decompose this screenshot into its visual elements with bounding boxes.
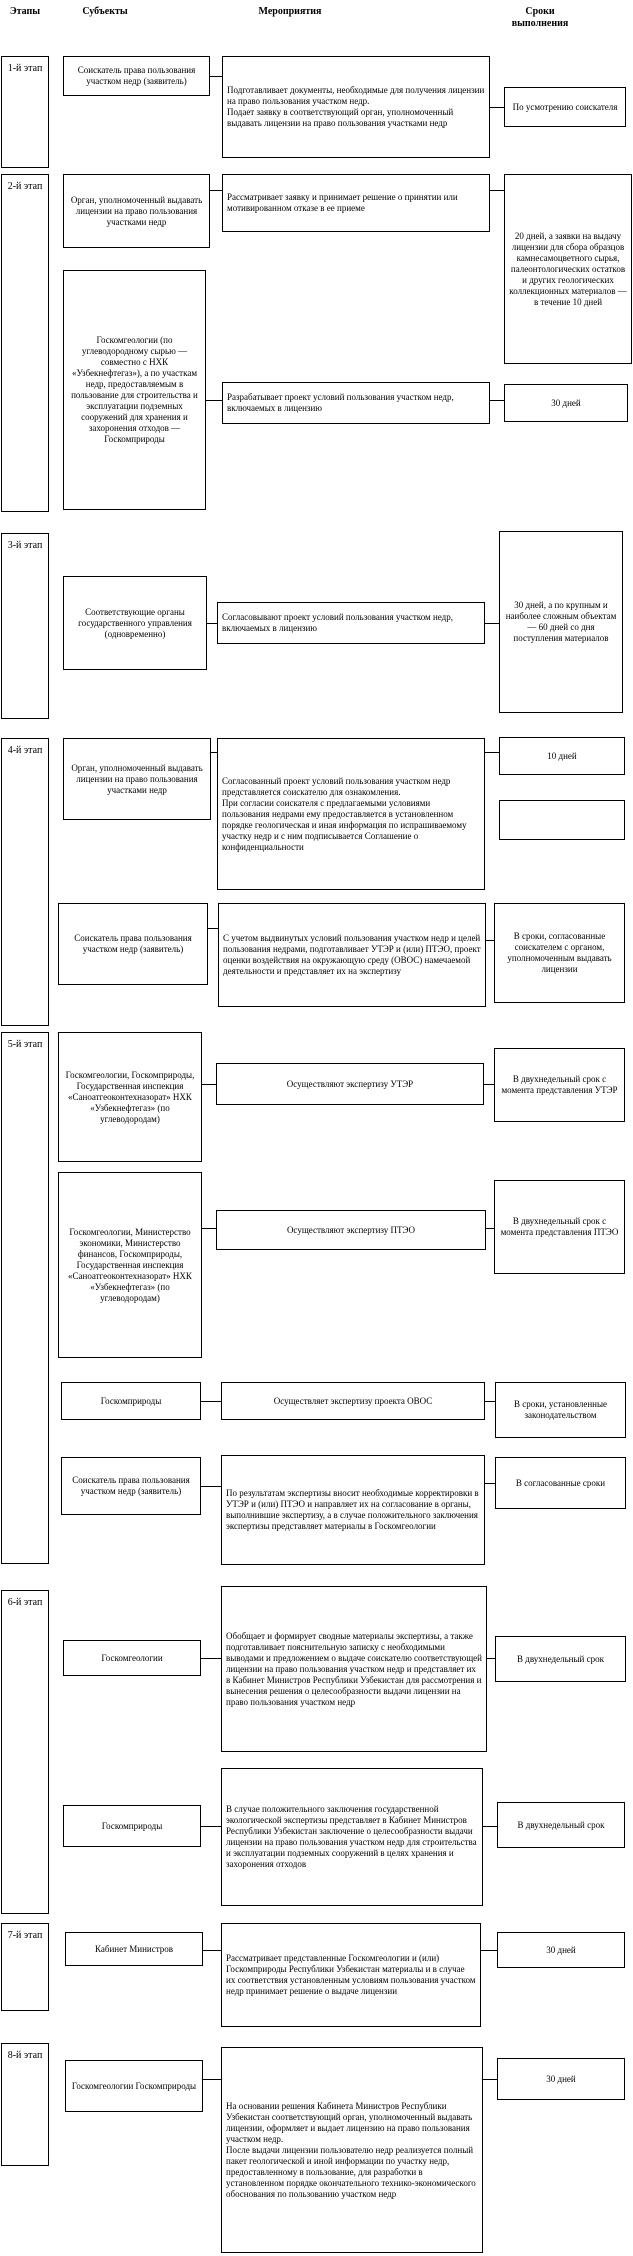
stage-1-activity: Подготавливает документы, необходимые для получения лицензии на право пользования участком недр. Подает заявку в соответствующий орган, уполномоченный выдавать лицензии на право пользования участками недр	[222, 56, 490, 158]
stage-4-activity-1: Согласованный проект условий пользования участком недр представляется соискателю для ознакомления. При согласии соискателя с предлагаемыми условиями пользования недрами ему предоставляется в установленном порядке геологическая и иная информация по испрашиваемому участку недр и с ним подписывается Соглашение о конфиденциальности	[217, 738, 485, 890]
stage-8-activity: На основании решения Кабинета Министров Республики Узбекистан соответствующий орган, уполномоченный выдавать лицензии, оформляет и выдает лицензию на право пользования участком недр. После выдачи лицензии пользователю недр реализуется полный пакет геологической и иной информации по участку недр, предоставленному в пользование, для разработки в установленном порядке окончательного технико-экономического обоснования по пользованию участком недр	[221, 2047, 483, 2253]
connector	[201, 1658, 221, 1659]
stage-3	[1, 533, 49, 719]
connector	[202, 1084, 216, 1085]
header-stages: Этапы	[9, 6, 41, 17]
stage-6-subject-1: Госкомгеологии	[63, 1640, 201, 1676]
stage-2-subject-1: Орган, уполномоченный выдавать лицензии на право пользования участками недр	[63, 174, 210, 248]
stage-3-deadline: 30 дней, а по крупным и наиболее сложным объектам — 60 дней со дня поступления материалов	[499, 531, 623, 713]
stage-5	[1, 1032, 49, 1564]
connector	[485, 1483, 495, 1484]
header-deadlines: Сроки выполнения	[511, 6, 569, 29]
connector	[208, 928, 218, 929]
stage-4-deadline-blank	[499, 800, 625, 840]
stage-6-subject-2: Госкомприроды	[63, 1805, 201, 1847]
stage-1-label: 1-й этап	[7, 63, 43, 74]
stage-5-activity-2: Осуществляют экспертизу ПТЭО	[216, 1210, 486, 1250]
stage-4-subject-1: Орган, уполномоченный выдавать лицензии на право пользования участками недр	[63, 738, 211, 820]
stage-5-subject-3: Госкомприроды	[61, 1382, 201, 1420]
stage-8	[1, 2043, 49, 2166]
stage-6-label: 6-й этап	[7, 1597, 43, 1608]
stage-4-label: 4-й этап	[7, 745, 43, 756]
connector	[486, 940, 494, 941]
connector	[481, 1950, 497, 1951]
stage-4-subject-2: Соискатель права пользования участком недр (заявитель)	[58, 903, 208, 985]
stage-5-deadline-1: В двухнедельный срок с момента представления УТЭР	[494, 1048, 625, 1122]
connector	[486, 1228, 494, 1229]
stage-7-deadline: 30 дней	[497, 1932, 625, 1968]
stage-5-subject-1: Госкомгеологии, Госкомприроды, Государственная инспекция «Саноатгеоконтехназорат» НХК «Узбекнефтегаз» (по углеводородам)	[58, 1032, 202, 1162]
stage-5-activity-1: Осуществляют экспертизу УТЭР	[216, 1063, 484, 1105]
connector	[490, 107, 504, 108]
stage-8-subject: Госкомгеологии Госкомприроды	[65, 2060, 203, 2112]
stage-6-activity-2: В случае положительного заключения государственной экологической экспертизы представляет в Кабинет Министров Республики Узбекистан заключение о целесообразности выдачи лицензии на право пользования участком недр для строительства и эксплуатации подземных сооружений в целях хранения и захоронения отходов	[221, 1768, 483, 1906]
stage-1	[1, 56, 49, 168]
connector	[490, 190, 504, 191]
stage-2-activity-2: Разрабатывает проект условий пользования участком недр, включаемых в лицензию	[222, 382, 490, 424]
connector	[483, 1826, 497, 1827]
connector	[485, 752, 499, 753]
connector	[202, 1228, 216, 1229]
stage-2	[1, 174, 49, 512]
stage-5-deadline-2: В двухнедельный срок с момента представления ПТЭО	[494, 1180, 625, 1274]
stage-5-subject-2: Госкомгеологии, Министерство экономики, Министерство финансов, Госкомприроды, Государственная инспекция «Саноатгеоконтехназорат» НХК «Узбекнефтегаз» (по углеводородам)	[58, 1172, 202, 1358]
stage-5-activity-3: Осуществляет экспертизу проекта ОВОС	[221, 1382, 485, 1420]
stage-4-deadline-2: В сроки, согласованные соискателем с органом, уполномоченным выдавать лицензии	[494, 903, 625, 1003]
stage-5-deadline-3: В сроки, установленные законодательством	[495, 1382, 626, 1438]
header-activities: Мероприятия	[258, 6, 322, 17]
stage-2-deadline-2: 30 дней	[504, 384, 628, 422]
connector	[207, 623, 217, 624]
connector	[483, 2079, 497, 2080]
stage-1-subject: Соискатель права пользования участком недр (заявитель)	[63, 56, 210, 96]
connector	[485, 1401, 495, 1402]
stage-4-activity-2: С учетом выдвинутых условий пользования участком недр и целей пользования недрами, подготавливает УТЭР и (или) ПТЭО, проект оценки воздействия на окружающую среду (ОВОС) намечаемой деятельности и представляет их на экспертизу	[218, 903, 486, 1007]
stage-4	[1, 738, 49, 1026]
stage-1-deadline: По усмотрению соискателя	[504, 87, 626, 127]
stage-6-deadline-1: В двухнедельный срок	[495, 1636, 626, 1682]
stage-7	[1, 1923, 49, 2011]
header-subjects: Субъекты	[82, 6, 128, 17]
stage-2-deadline-1: 20 дней, а заявки на выдачу лицензии для сбора образцов камнесамоцветного сырья, палеонтологических остатков и других геологических коллекционных материалов — в течение 10 дней	[504, 174, 632, 364]
stage-3-label: 3-й этап	[7, 540, 43, 551]
stage-2-subject-2: Госкомгеологии (по углеводородному сырью — совместно с НХК «Узбекнефтегаз»), а по участкам недр, предоставляемым в пользование для строительства и эксплуатации подземных сооружений для хранения и захоронения отходов — Госкомприроды	[63, 270, 206, 510]
stage-8-label: 8-й этап	[7, 2050, 43, 2061]
connector	[487, 1658, 495, 1659]
stage-6-activity-1: Обобщает и формирует сводные материалы экспертизы, а также подготавливает пояснительную записку с необходимыми выводами и предложением о выдаче соискателю соответствующей лицензии на право пользования участком недр и представляет их в Кабинет Министров Республики Узбекистан для рассмотрения и вынесения решения о целесообразности выдачи лицензии на право пользования участком недр	[221, 1586, 487, 1752]
stage-7-activity: Рассматривает представленные Госкомгеологии и (или) Госкомприроды Республики Узбекистан материалы и в случае их соответствия установленным условиям пользования участком недр принимает решение о выдаче лицензии	[221, 1923, 481, 2027]
connector	[485, 623, 499, 624]
stage-4-deadline-1: 10 дней	[499, 737, 625, 775]
connector	[210, 76, 222, 77]
connector	[210, 190, 222, 191]
stage-5-deadline-4: В согласованные сроки	[495, 1457, 626, 1509]
stage-8-deadline: 30 дней	[497, 2058, 625, 2100]
connector	[201, 1401, 221, 1402]
stage-7-subject: Кабинет Министров	[65, 1932, 203, 1966]
connector	[203, 2079, 221, 2080]
connector	[206, 400, 222, 401]
stage-3-subject: Соответствующие органы государственного управления (одновременно)	[63, 576, 207, 670]
connector	[201, 1486, 221, 1487]
stage-5-label: 5-й этап	[7, 1039, 43, 1050]
connector	[484, 1084, 494, 1085]
stage-7-label: 7-й этап	[7, 1930, 43, 1941]
stage-2-activity-1: Рассматривает заявку и принимает решение о принятии или мотивированном отказе в ее приеме	[222, 174, 490, 232]
connector	[203, 1950, 221, 1951]
stage-2-label: 2-й этап	[7, 181, 43, 192]
stage-6-deadline-2: В двухнедельный срок	[497, 1802, 625, 1848]
stage-5-activity-4: По результатам экспертизы вносит необходимые корректировки в УТЭР и (или) ПТЭО и направляет их на согласование в органы, выполнившие экспертизу, а в случае положительного заключения экспертизы представляет материалы в Госкомгеологии	[221, 1455, 485, 1565]
connector	[490, 400, 504, 401]
stage-3-activity: Согласовывают проект условий пользования участком недр, включаемых в лицензию	[217, 602, 485, 644]
stage-6	[1, 1590, 49, 1914]
stage-5-subject-4: Соискатель права пользования участком недр (заявитель)	[61, 1457, 201, 1515]
connector	[201, 1826, 221, 1827]
